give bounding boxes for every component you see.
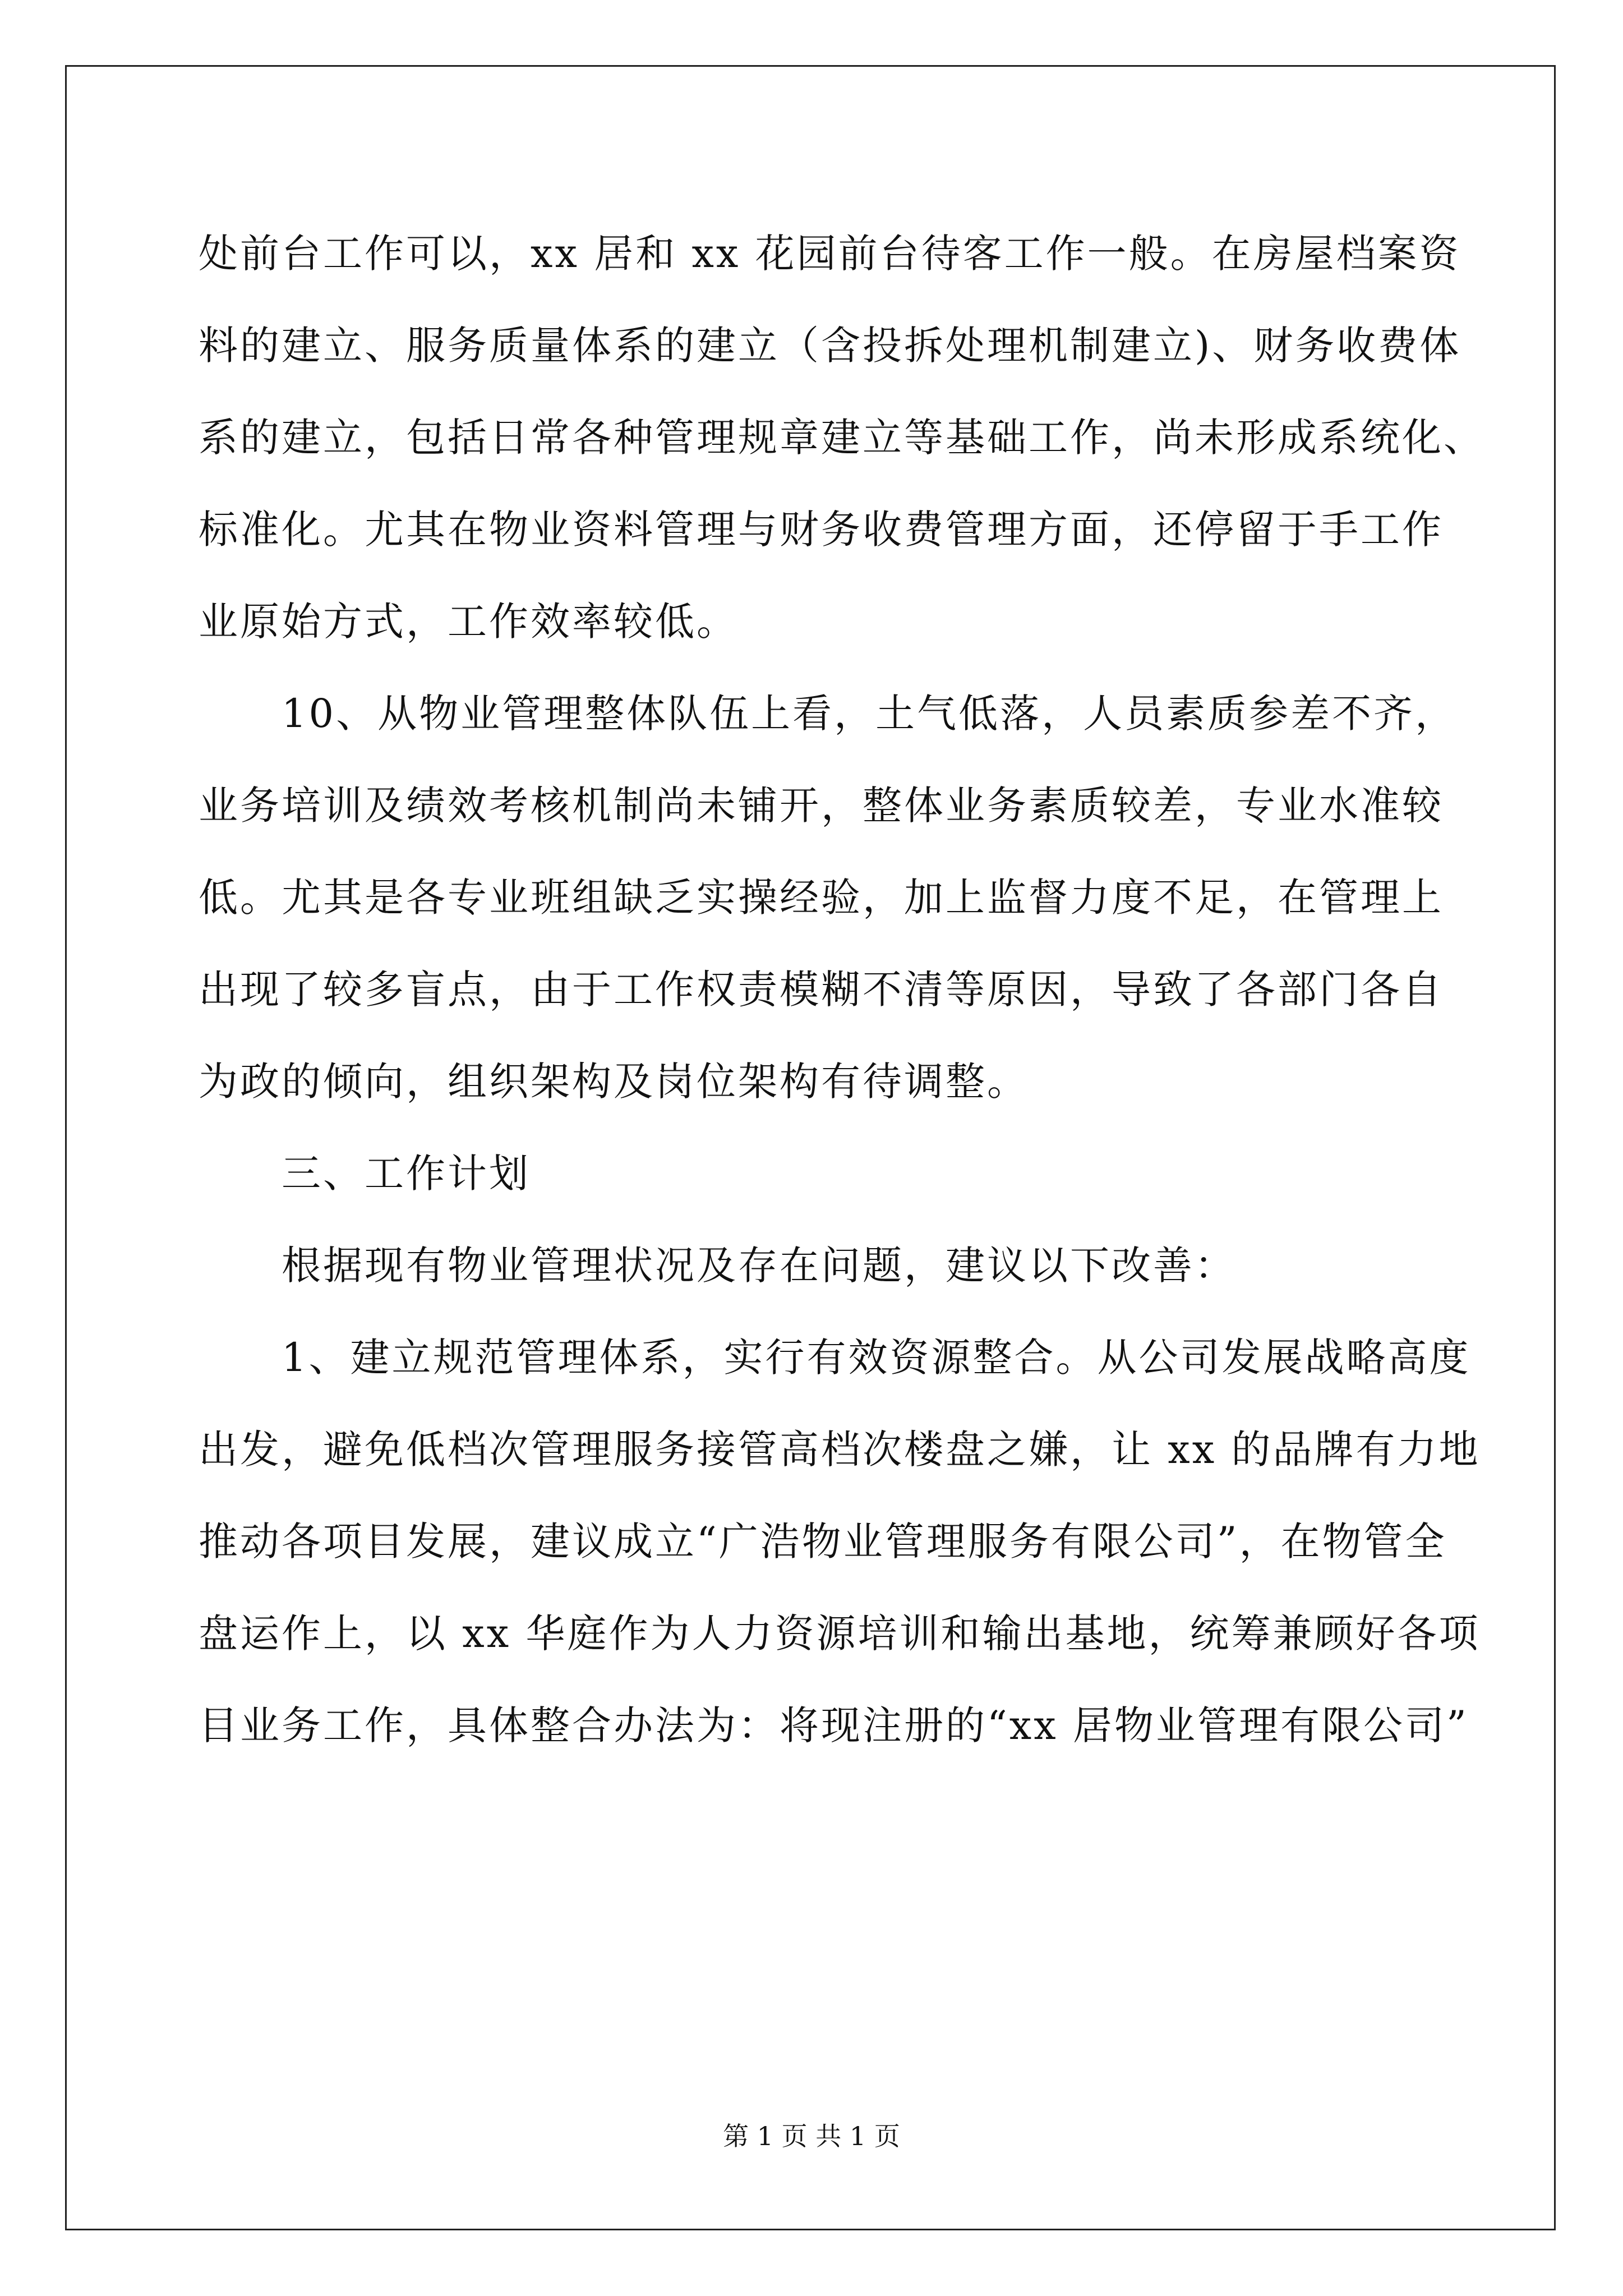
text-line-16: 盘运作上，以 xx 华庭作为人力资源培训和输出基地，统筹兼顾好各项 xyxy=(199,1611,1481,1657)
text-line-2: 料的建立、服务质量体系的建立（含投拆处理机制建立)、财务收费体 xyxy=(199,323,1461,369)
text-line-10: 为政的倾向，组织架构及岗位架构有待调整。 xyxy=(199,1059,1029,1105)
text-line-7: 业务培训及绩效考核机制尚未铺开，整体业务素质较差，专业水准较 xyxy=(199,783,1444,829)
text-line-1: 处前台工作可以，xx 居和 xx 花园前台待客工作一般。在房屋档案资 xyxy=(199,231,1461,277)
text-line-12: 根据现有物业管理状况及存在问题，建议以下改善： xyxy=(282,1243,1236,1289)
text-line-5: 业原始方式，工作效率较低。 xyxy=(199,599,738,645)
document-body xyxy=(199,208,1485,1772)
text-line-15: 推动各项目发展，建议成立“广浩物业管理服务有限公司”，在物管全 xyxy=(199,1519,1447,1565)
text-line-17: 目业务工作，具体整合办法为：将现注册的“xx 居物业管理有限公司” xyxy=(199,1703,1469,1749)
text-line-14: 出发，避免低档次管理服务接管高档次楼盘之嫌，让 xx 的品牌有力地 xyxy=(199,1427,1481,1473)
text-line-3: 系的建立，包括日常各种管理规章建立等基础工作，尚未形成系统化、 xyxy=(199,415,1485,461)
section-heading: 三、工作计划 xyxy=(282,1151,531,1197)
page-footer: 第 1 页 共 1 页 xyxy=(723,2121,900,2151)
text-line-9: 出现了较多盲点，由于工作权责模糊不清等原因，导致了各部门各自 xyxy=(199,967,1444,1013)
text-line-4: 标准化。尤其在物业资料管理与财务收费管理方面，还停留于手工作 xyxy=(199,507,1444,553)
text-line-6: 10、从物业管理整体队伍上看，土气低落，人员素质参差不齐， xyxy=(282,691,1457,737)
text-line-13: 1、建立规范管理体系，实行有效资源整合。从公司发展战略高度 xyxy=(282,1335,1471,1381)
text-line-8: 低。尤其是各专业班组缺乏实操经验，加上监督力度不足，在管理上 xyxy=(199,875,1444,921)
